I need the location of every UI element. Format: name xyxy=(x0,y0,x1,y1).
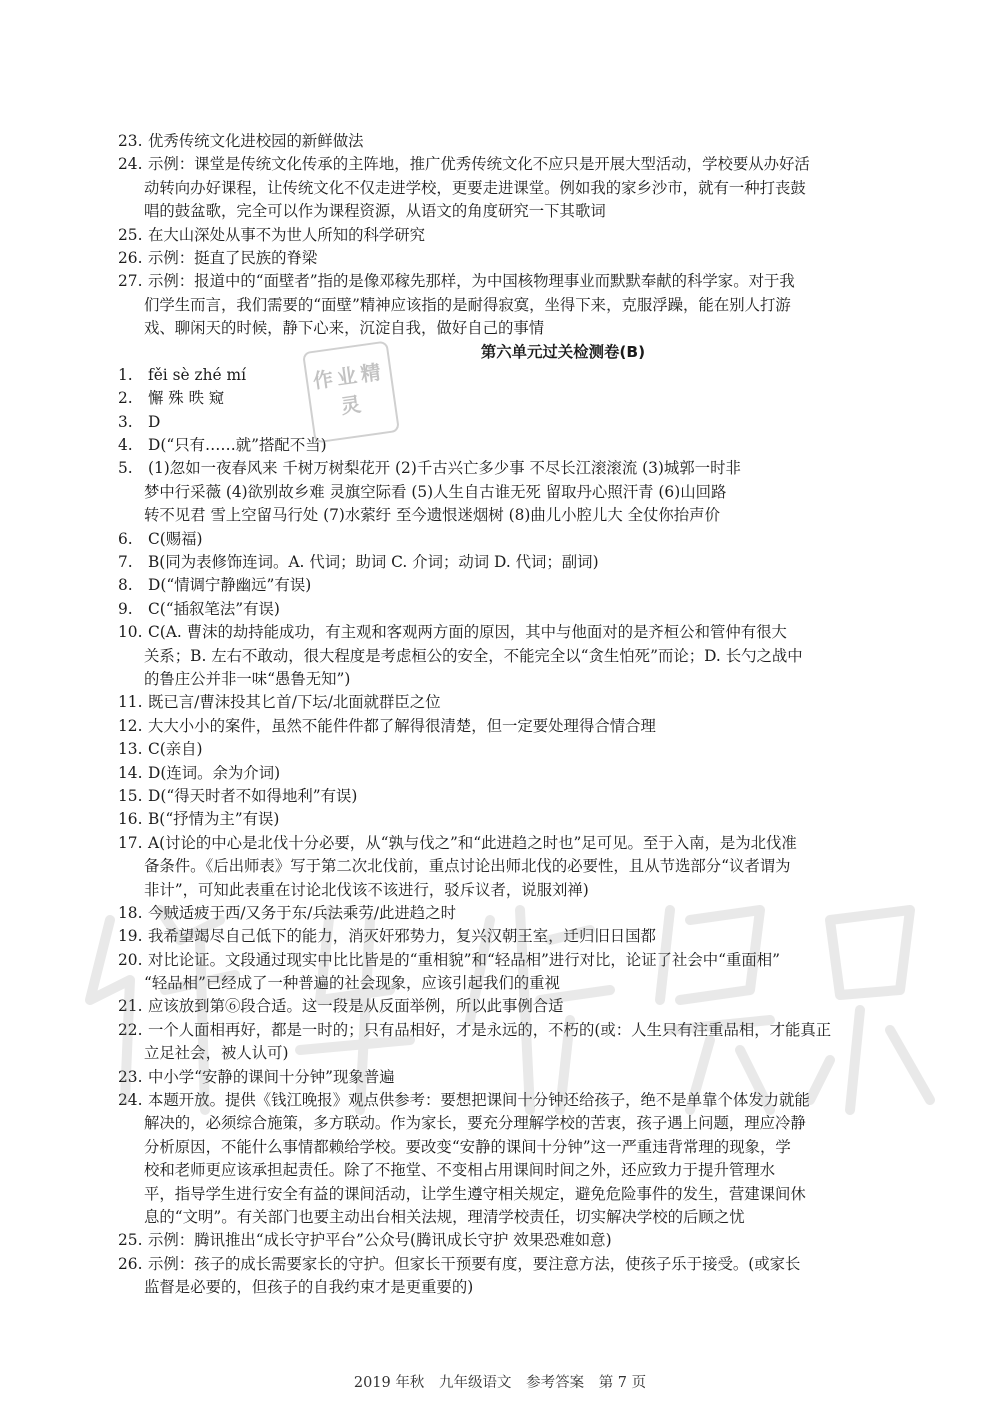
answer-line xyxy=(118,387,918,410)
answer-item xyxy=(118,434,918,457)
answer-line xyxy=(118,1229,918,1252)
answer-text: 应该放到第⑥段合适。这一段是从反面举例，所以此事例合适 xyxy=(148,997,564,1016)
answer-text: B(同为表修饰连词。A. 代词；助词 C. 介词；动词 D. 代词；副词) xyxy=(148,553,599,572)
answer-text: B(“抒情为主”有误) xyxy=(148,810,280,829)
answer-text: 校和老师更应该承担起责任。除了不拖堂、不变相占用课间时间之外，还应致力于提升管理水 xyxy=(144,1161,776,1180)
answer-number: 23. xyxy=(118,132,143,150)
answer-text: 示例：腾讯推出“成长守护平台”公众号(腾讯成长守护 效果恐难如意) xyxy=(148,1231,612,1250)
answer-text: 转不见君 雪上空留马行处 (7)水萦纡 至今遗恨迷烟树 (8)曲儿小腔儿大 全仗你抬声价 xyxy=(144,506,720,525)
answer-text: 一个人面相再好，都是一时的；只有品相好，才是永远的，不朽的(或：人生只有注重品相，才能真正 xyxy=(148,1020,832,1039)
answer-text: D(“只有……就”搭配不当) xyxy=(148,436,327,455)
answer-item xyxy=(118,738,918,761)
answer-number: 4. xyxy=(118,436,133,455)
answer-continuation-line xyxy=(118,1206,918,1229)
answer-number: 15. xyxy=(118,786,143,805)
answer-item xyxy=(118,551,918,574)
answer-text: 非计”，可知此表重在讨论北伐该不该进行，驳斥议者，说服刘禅) xyxy=(144,880,589,899)
answer-continuation-line xyxy=(118,200,918,223)
answer-text: D xyxy=(148,412,161,431)
answer-line xyxy=(118,224,918,247)
answer-line xyxy=(118,762,918,785)
answer-line xyxy=(118,995,918,1018)
answer-text: 示例：挺直了民族的脊梁 xyxy=(148,248,318,267)
answer-number: 18. xyxy=(118,903,143,922)
answer-text: (1)忽如一夜春风来 千树万树梨花开 (2)千古兴亡多少事 不尽长江滚滚流 (3)城郭一时非 xyxy=(148,459,741,478)
answer-line xyxy=(118,738,918,761)
answer-text: A(讨论的中心是北伐十分必要，从“孰与伐之”和“此进趋之时也”足可见。至于入南，是为北伐准 xyxy=(148,833,797,852)
answer-text: 示例：报道中的“面壁者”指的是像邓稼先那样，为中国核物理事业而默默奉献的科学家。对于我 xyxy=(148,272,795,291)
answer-line xyxy=(118,715,918,738)
page-footer xyxy=(0,1373,1000,1393)
answer-continuation-line xyxy=(118,1159,918,1182)
answer-line xyxy=(118,153,918,176)
answer-line xyxy=(118,247,918,270)
answer-item xyxy=(118,621,918,691)
answer-line xyxy=(118,902,918,925)
answer-continuation-line xyxy=(118,504,918,527)
answer-number: 26. xyxy=(118,1254,143,1273)
answer-item xyxy=(118,762,918,785)
answer-text: 息的“文明”。有关部门也要主动出台相关法规，理清学校责任，切实解决学校的后顾之忧 xyxy=(144,1207,745,1226)
answer-line xyxy=(118,691,918,714)
stamp-text: 作业精灵 xyxy=(311,359,387,419)
answer-line xyxy=(118,411,918,434)
answer-continuation-line xyxy=(118,177,918,200)
answer-continuation-line xyxy=(118,645,918,668)
answer-line xyxy=(118,832,918,855)
answer-item xyxy=(118,224,918,247)
answer-text: C(“插叙笔法”有误) xyxy=(148,599,280,618)
answer-item xyxy=(118,1066,918,1089)
answer-continuation-line xyxy=(118,1276,918,1299)
answer-text: C(赐福) xyxy=(148,529,203,548)
answer-item xyxy=(118,691,918,714)
answer-continuation-line xyxy=(118,1136,918,1159)
answer-line xyxy=(118,364,918,387)
answer-continuation-line xyxy=(118,855,918,878)
answer-number: 27. xyxy=(118,272,143,291)
answer-number: 20. xyxy=(118,950,143,969)
answer-number: 7. xyxy=(118,553,133,572)
answer-line xyxy=(118,808,918,831)
answer-line xyxy=(118,949,918,972)
section-title: 第六单元过关检测卷(B) xyxy=(480,342,646,361)
answer-text: 关系；B. 左右不敢动，很大程度是考虑桓公的安全，不能完全以“贪生怕死”而论；D. 长勺之战中 xyxy=(144,646,803,665)
answer-item xyxy=(118,832,918,902)
answer-continuation-line xyxy=(118,317,918,340)
answer-item xyxy=(118,902,918,925)
answer-text: 示例：课堂是传统文化传承的主阵地，推广优秀传统文化不应只是开展大型活动，学校要从办好活 xyxy=(148,155,810,174)
answer-text: fěi sè zhé mí xyxy=(148,365,247,384)
answer-number: 11. xyxy=(118,693,143,712)
answer-text: 优秀传统文化进校园的新鲜做法 xyxy=(148,132,364,150)
answer-number: 9. xyxy=(118,599,133,618)
answer-line xyxy=(118,785,918,808)
answer-item xyxy=(118,925,918,948)
answer-item xyxy=(118,785,918,808)
previous-section-answers xyxy=(118,130,918,341)
answer-number: 22. xyxy=(118,1020,143,1039)
answer-text: 示例：孩子的成长需要家长的守护。但家长干预要有度，要注意方法，使孩子乐于接受。(或家长 xyxy=(148,1254,801,1273)
answer-line xyxy=(118,528,918,551)
answer-number: 1. xyxy=(118,365,133,384)
answer-text: 解决的，必须综合施策，多方联动。作为家长，要充分理解学校的苦衷，孩子遇上问题，理应冷静 xyxy=(144,1114,806,1133)
answer-number: 2. xyxy=(118,389,133,408)
answer-number: 21. xyxy=(118,997,143,1016)
answer-line xyxy=(118,598,918,621)
answer-number: 6. xyxy=(118,529,133,548)
answer-item xyxy=(118,364,918,387)
answer-number: 14. xyxy=(118,763,143,782)
answer-text: 们学生而言，我们需要的“面壁”精神应该指的是耐得寂寞，坐得下来，克服浮躁，能在别人打游 xyxy=(144,295,791,314)
answer-text: D(“情调宁静幽远”有误) xyxy=(148,576,312,595)
answer-item xyxy=(118,411,918,434)
answer-text: 我希望竭尽自己低下的能力，消灭奸邪势力，复兴汉朝王室，迁归旧日国都 xyxy=(148,927,656,946)
answer-number: 23. xyxy=(118,1067,143,1086)
answer-number: 8. xyxy=(118,576,133,595)
answer-item xyxy=(118,1089,918,1229)
answer-item xyxy=(118,1253,918,1300)
answer-line xyxy=(118,270,918,293)
footer-page-number: 第 7 页 xyxy=(598,1375,647,1391)
answer-text: “轻品相”已经成了一种普遍的社会现象，应该引起我们的重视 xyxy=(144,974,560,993)
answer-item xyxy=(118,387,918,410)
footer-grade: 九年级语文 xyxy=(438,1375,512,1391)
answer-text: 监督是必要的，但孩子的自我约束才是更重要的) xyxy=(144,1278,474,1297)
answer-item xyxy=(118,528,918,551)
answer-item xyxy=(118,715,918,738)
answer-text: C(亲自) xyxy=(148,740,203,759)
answer-line xyxy=(118,574,918,597)
answer-text: 动转向办好课程，让传统文化不仅走进学校，更要走进课堂。例如我的家乡沙市，就有一种打丧鼓 xyxy=(144,178,806,197)
answer-text: D(“得天时者不如得地利”有误) xyxy=(148,786,358,805)
answer-number: 17. xyxy=(118,833,143,852)
answer-line xyxy=(118,130,918,153)
answer-item xyxy=(118,457,918,527)
answer-item xyxy=(118,598,918,621)
answer-item xyxy=(118,1019,918,1066)
answer-continuation-line xyxy=(118,1183,918,1206)
answer-number: 26. xyxy=(118,248,143,267)
answer-line xyxy=(118,457,918,480)
answer-text: 戏、聊闲天的时候，静下心来，沉淀自我，做好自己的事情 xyxy=(144,319,545,338)
answer-text: 本题开放。提供《钱江晚报》观点供参考：要想把课间十分钟还给孩子，绝不是单靠个体发力就能 xyxy=(148,1091,810,1110)
answer-text: 懈 殊 昳 窥 xyxy=(148,389,225,408)
answer-continuation-line xyxy=(118,294,918,317)
answer-item xyxy=(118,949,918,996)
answer-text: 既已言/曹沫投其匕首/下坛/北面就群臣之位 xyxy=(148,693,441,712)
answer-line xyxy=(118,1066,918,1089)
answer-number: 10. xyxy=(118,623,143,642)
answer-text: 大大小小的案件，虽然不能件件都了解得很清楚，但一定要处理得合情合理 xyxy=(148,716,656,735)
answer-text: 中小学“安静的课间十分钟”现象普遍 xyxy=(148,1067,395,1086)
answer-line xyxy=(118,1019,918,1042)
section-six-b-answers xyxy=(118,364,918,1300)
answer-text: 分析原因，不能什么事情都赖给学校。要改变“安静的课间十分钟”这一严重违背常理的现象，学 xyxy=(144,1137,791,1156)
page-content xyxy=(118,130,918,1300)
answer-number: 24. xyxy=(118,155,143,174)
answer-item xyxy=(118,247,918,270)
answer-text: 的鲁庄公并非一味“愚鲁无知”) xyxy=(144,669,351,688)
answer-text: 立足社会，被人认可) xyxy=(144,1044,289,1063)
answer-line xyxy=(118,434,918,457)
answer-item xyxy=(118,1229,918,1252)
answer-line xyxy=(118,621,918,644)
answer-number: 5. xyxy=(118,459,133,478)
answer-line xyxy=(118,1253,918,1276)
answer-text: 梦中行采薇 (4)欲别故乡难 灵旗空际看 (5)人生自古谁无死 留取丹心照汗青 (6)山回路 xyxy=(144,482,727,501)
answer-line xyxy=(118,551,918,574)
answer-text: 备条件。《后出师表》写于第二次北伐前，重点讨论出师北伐的必要性，且从节选部分“议者谓为 xyxy=(144,857,791,876)
answer-continuation-line xyxy=(118,668,918,691)
answer-number: 19. xyxy=(118,927,143,946)
answer-text: 今贼适疲于西/又务于东/兵法乘劳/此进趋之时 xyxy=(148,903,456,922)
answer-number: 25. xyxy=(118,225,143,244)
answer-line xyxy=(118,1089,918,1112)
answer-continuation-line xyxy=(118,972,918,995)
answer-text: 平，指导学生进行安全有益的课间活动，让学生遵守相关规定，避免危险事件的发生，营建课间休 xyxy=(144,1184,806,1203)
footer-year: 2019 年秋 xyxy=(353,1375,425,1391)
answer-text: 对比论证。文段通过现实中比比皆是的“重相貌”和“轻品相”进行对比，论证了社会中“重面相” xyxy=(148,950,781,969)
answer-text: D(连词。余为介词) xyxy=(148,763,281,782)
answer-number: 3. xyxy=(118,412,133,431)
answer-item xyxy=(118,574,918,597)
footer-label: 参考答案 xyxy=(526,1375,585,1391)
answer-text: C(A. 曹沫的劫持能成功，有主观和客观两方面的原因，其中与他面对的是齐桓公和管仲有很大 xyxy=(148,623,787,642)
answer-text: 唱的鼓盆歌，完全可以作为课程资源，从语文的角度研究一下其歌词 xyxy=(144,202,606,221)
answer-item xyxy=(118,270,918,340)
answer-line xyxy=(118,925,918,948)
answer-item xyxy=(118,808,918,831)
answer-item xyxy=(118,130,918,153)
answer-number: 12. xyxy=(118,716,143,735)
answer-item xyxy=(118,995,918,1018)
answer-continuation-line xyxy=(118,1112,918,1135)
answer-continuation-line xyxy=(118,879,918,902)
answer-number: 13. xyxy=(118,740,143,759)
answer-text: 在大山深处从事不为世人所知的科学研究 xyxy=(148,225,426,244)
answer-continuation-line xyxy=(118,481,918,504)
answer-continuation-line xyxy=(118,1042,918,1065)
answer-number: 24. xyxy=(118,1091,143,1110)
answer-item xyxy=(118,153,918,223)
answer-number: 16. xyxy=(118,810,143,829)
answer-number: 25. xyxy=(118,1231,143,1250)
